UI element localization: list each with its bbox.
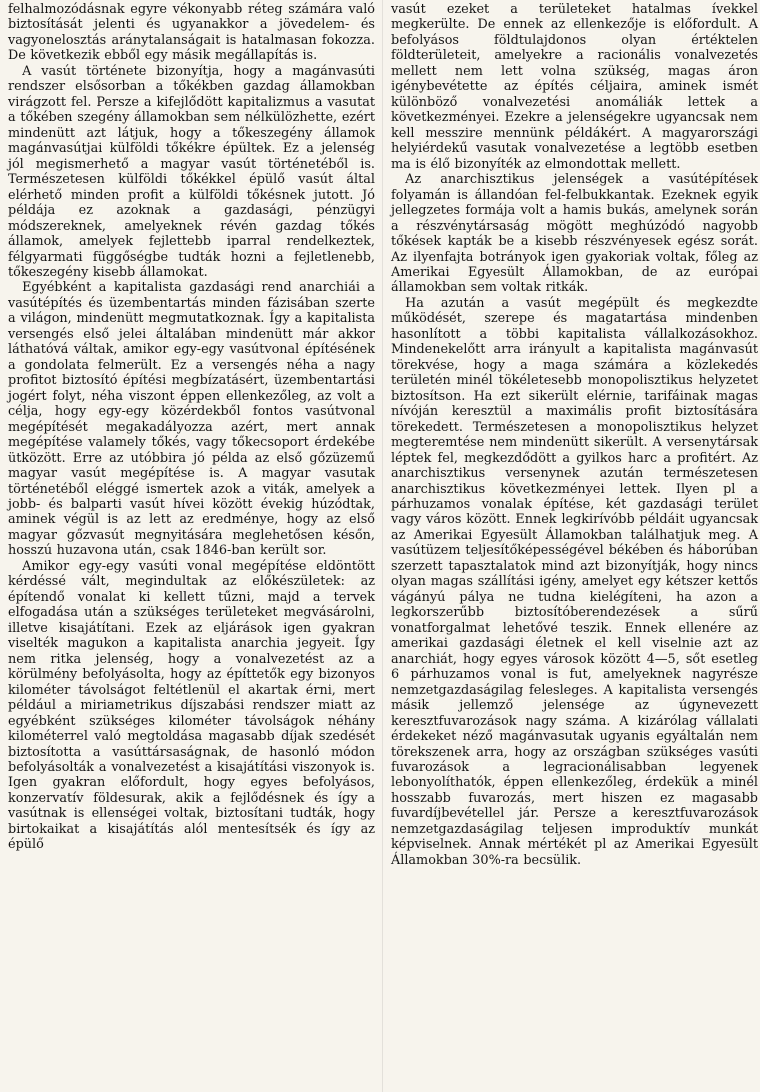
paragraph: felhalmozódásnak egyre vékonyabb réteg számára való biztosítását jelenti és ugyanakkor a jövedelem- és vagyonelosztás aránytalanságait is hatalmasan fokozza. De következik ebből egy másik megállapítás is. xyxy=(8,2,375,64)
paragraph: Egyébként a kapitalista gazdasági rend anarchiái a vasútépítés és üzembentartás minden fázisában szerte a világon, mindenütt megmutatkoznak. Így a kapitalista versengés első jelei általában mindenütt már akkor láthatóvá váltak, amikor egy-egy vasútvonal építésének a gondolata felmerült. Ez a versengés néha a nagy profitot biztosító építési megbízatásért, üzembentartási jogért folyt, néha viszont éppen ellenkezőleg, az volt a célja, hogy egy-egy közérdekből fontos vasútvonal megépítését megakadályozza azért, mert annak megépítése valamely tőkés, vagy tőkecsoport érdekébe ütközött. Erre az utóbbira jó példa az első gőzüzemű magyar vasút megépítése is. A magyar vasutak történetéből eléggé ismertek azok a viták, amelyek a jobb- és balparti vasút hívei között évekig húzódtak, aminek végül is az lett az eredménye, hogy az első magyar gőzvasút megnyitására meglehetősen későn, hosszú huzavona után, csak 1846-ban került sor. xyxy=(8,280,375,559)
left-column xyxy=(8,2,375,853)
paragraph: Ha azután a vasút megépült és megkezdte működését, szerepe és magatartása mindenben hasonlított a többi kapitalista vállalkozásokhoz. Mindenekelőtt arra irányult a kapitalista magánvasút törekvése, hogy a maga számára a közlekedés területén minél tökéletesebb monopolisztikus helyzetet biztosítson. Ha ezt sikerült elérnie, tarifáinak magas nívóján keresztül a maximális profit biztosítására törekedett. Természetesen a monopolisztikus helyzet megteremtése nem mindenütt sikerült. A versenytársak léptek fel, megkezdődött a gyilkos harc a profitért. Az anarchisztikus versenynek azután természetesen anarchisztikus következményei lettek. Ilyen pl a párhuzamos vonalak építése, két gazdasági terület vagy város között. Ennek legkirívóbb példáit ugyancsak az Amerikai Egyesült Államokban találhatjuk meg. A vasútüzem teljesítőképességével békében és háborúban szerzett tapasztalatok mind azt bizonyítják, hogy nincs olyan magas szállítási igény, amelyet egy kétszer kettős vágányú pálya ne tudna kielégíteni, ha azon a legkorszerűbb biztosítóberendezések a sűrű vonatforgalmat lehetővé teszik. Ennek ellenére az amerikai gazdasági életnek el kell viselnie azt az anarchiát, hogy egyes városok között 4—5, sőt esetleg 6 párhuzamos vonal is fut, amelyeknek nagyrésze nemzetgazdaságilag felesleges. A kapitalista versengés másik jellemző jelensége az úgynevezett keresztfuvarozások nagy száma. A kizárólag vállalati érdekeket néző magánvasutak ugyanis egyáltalán nem törekszenek arra, hogy az országban szükséges vasúti fuvarozások a legracionálisabban legyenek lebonyolíthatók, éppen ellenkezőleg, érdekük a minél hosszabb fuvarozás, mert hiszen ez magasabb fuvardíjbevétellel jár. Persze a keresztfuvarozások nemzetgazdaságilag teljesen improduktív munkát képviselnek. Annak mértékét pl az Amerikai Egyesült Államokban 30%-ra becsülik. xyxy=(391,295,758,868)
right-column xyxy=(391,2,758,868)
paragraph: vasút ezeket a területeket hatalmas ívekkel megkerülte. De ennek az ellenkezője is előfordult. A befolyásos földtulajdonos olyan értéktelen földterületeit, amelyekre a racionális vonalvezetés mellett nem lett volna szükség, magas áron igénybevétette az építés céljaira, aminek ismét különböző vonalvezetési anomáliák lettek a következményei. Ezekre a jelenségekre ugyancsak nem kell messzire mennünk példákért. A magyarországi helyiérdekű vasutak vonalvezetése a legtöbb esetben ma is élő bizonyíték az elmondottak mellett. xyxy=(391,2,758,172)
paragraph: Az anarchisztikus jelenségek a vasútépítések folyamán is állandóan fel-felbukkantak. Ezeknek egyik jellegzetes formája volt a hamis bukás, amelynek során a részvénytársaság mögött meghúzódó nagyobb tőkések kapták be a kisebb részvényesek egész sorát. Az ilyenfajta botrányok igen gyakoriak voltak, főleg az Amerikai Egyesült Államokban, de az európai államokban sem voltak ritkák. xyxy=(391,172,758,296)
column-gutter xyxy=(382,0,383,1092)
paragraph: Amikor egy-egy vasúti vonal megépítése eldöntött kérdéssé vált, megindultak az előkészületek: az építendő vonalat ki kellett tűzni, majd a tervek elfogadása után a szükséges területeket megvásárolni, illetve kisajátítani. Ezek az eljárások igen gyakran viselték magukon a kapitalista anarchia jegyeit. Így nem ritka jelenség, hogy a vonalvezetést az a körülmény befolyásolta, hogy az építtetők egy bizonyos kilométer távolságot feltétlenül el akartak érni, mert például a miriametrikus díjszabási rendszer miatt az egyébként szükséges kilométer távolságok néhány kilométerrel való megtoldása magasabb díjak szedését biztosította a vasúttársaságnak, de hasonló módon befolyásolták a vonalvezetést a kisajátítási viszonyok is. Igen gyakran előfordult, hogy egyes befolyásos, konzervatív földesurak, akik a fejlődésnek és így a vasútnak is ellenségei voltak, biztosítani tudták, hogy birtokaikat a kisajátítás alól mentesítsék és így az épülő xyxy=(8,558,375,853)
paragraph: A vasút története bizonyítja, hogy a magánvasúti rendszer elsősorban a tőkékben gazdag államokban virágzott fel. Persze a kifejlődött kapitalizmus a vasutat a tőkében szegény államokban sem nélkülözhette, ezért mindenütt azt látjuk, hogy a tőkeszegény államok magánvasútjai külföldi tőkékre épültek. Ez a jelenség jól megismerhető a magyar vasút történetéből is. Természetesen külföldi tőkékkel épülő vasút által elérhető minden profit a külföldi tőkésnek jutott. Jó példája ez azoknak a gazdasági, pénzügyi módszereknek, amelyeknek révén gazdag tőkés államok, amelyek fejlettebb iparral rendelkeztek, félgyarmati függőségbe tudták hozni a fejletlenebb, tőkeszegény kisebb államokat. xyxy=(8,63,375,280)
